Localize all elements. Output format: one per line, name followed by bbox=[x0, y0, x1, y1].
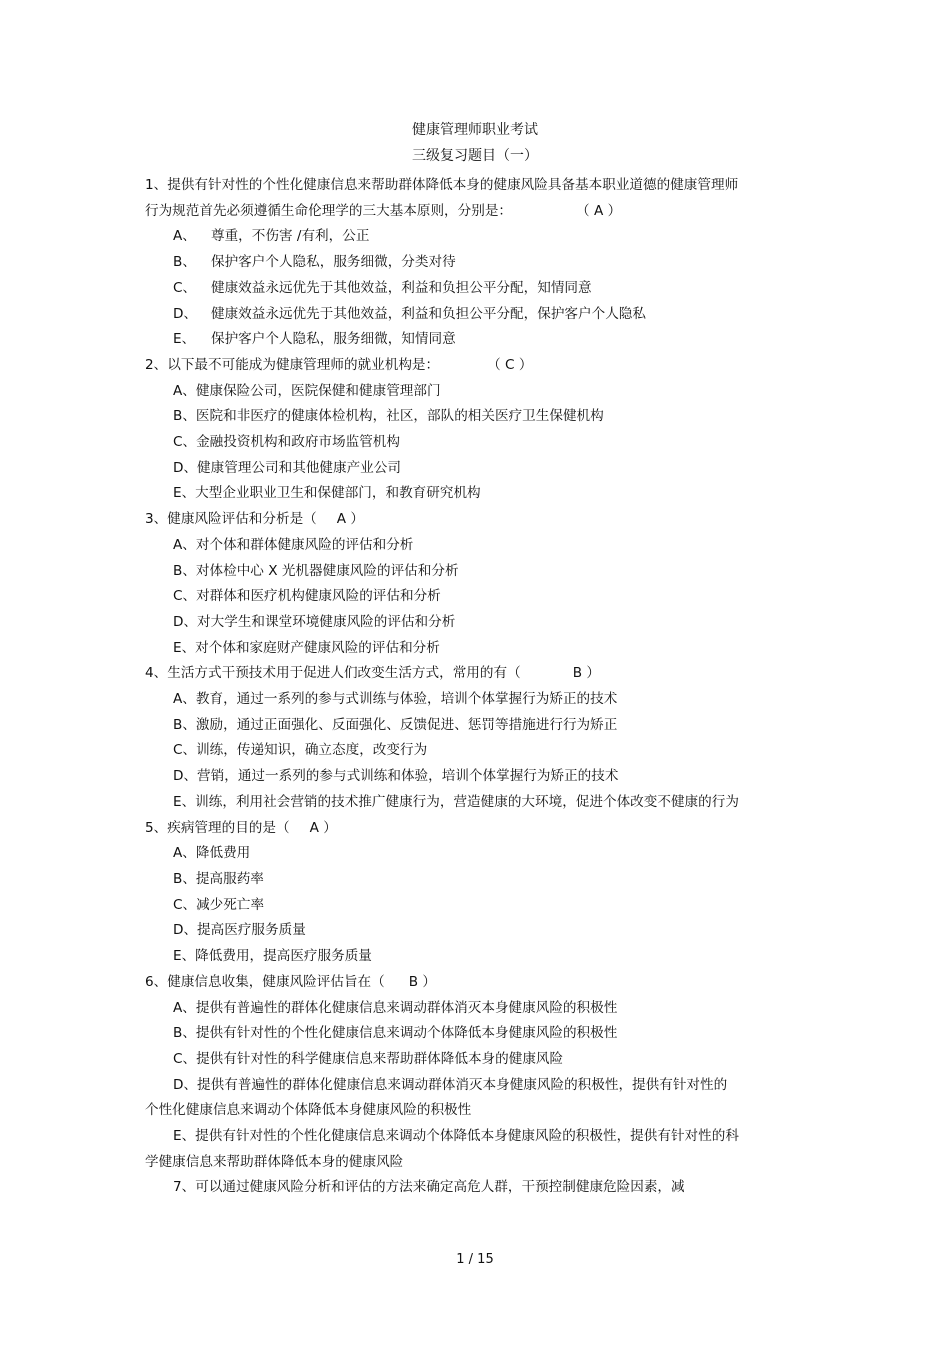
question-stem: 3、健康风险评估和分析是（ bbox=[145, 511, 317, 528]
option-item: D、健康管理公司和其他健康产业公司 bbox=[173, 459, 401, 476]
option-list bbox=[145, 224, 740, 353]
option-item: E、训练，利用社会营销的技术推广健康行为，营造健康的大环境，促进个体改变不健康的行为 bbox=[173, 793, 739, 810]
option-item: A、教育，通过一系列的参与式训练与体验，培训个体掌握行为矫正的技术 bbox=[173, 691, 618, 708]
answer-key: （ A ） bbox=[576, 202, 622, 219]
option-list bbox=[145, 533, 740, 662]
option-item: C、金融投资机构和政府市场监管机构 bbox=[173, 434, 400, 451]
option-text: 健康效益永远优先于其他效益，利益和负担公平分配，知情同意 bbox=[211, 279, 592, 296]
question-stem: 6、健康信息收集，健康风险评估旨在（ bbox=[145, 973, 385, 990]
option-list bbox=[145, 996, 740, 1176]
option-item: D、营销，通过一系列的参与式训练和体验，培训个体掌握行为矫正的技术 bbox=[173, 768, 619, 785]
option-key: B、 bbox=[173, 254, 196, 271]
option-item bbox=[145, 250, 740, 276]
option-item: C、减少死亡率 bbox=[173, 896, 265, 913]
option-item: E、提供有针对性的个性化健康信息来调动个体降低本身健康风险的积极性，提供有针对性的科学健康信息来帮助群体降低本身的健康风险 bbox=[145, 1128, 739, 1170]
option-text: 尊重，不伤害 /有利，公正 bbox=[211, 228, 370, 245]
question-6 bbox=[145, 970, 740, 1176]
question-stem: 5、疾病管理的目的是（ bbox=[145, 819, 290, 836]
question-4 bbox=[145, 661, 740, 815]
question-stem: 4、生活方式干预技术用于促进人们改变生活方式，常用的有（ bbox=[145, 665, 521, 682]
question-7 bbox=[145, 1175, 740, 1201]
answer-key: A ） bbox=[336, 511, 364, 528]
option-item: C、对群体和医疗机构健康风险的评估和分析 bbox=[173, 588, 441, 605]
option-item: B、提高服药率 bbox=[173, 870, 264, 887]
option-item: E、对个体和家庭财产健康风险的评估和分析 bbox=[173, 639, 440, 656]
option-item: A、对个体和群体健康风险的评估和分析 bbox=[173, 536, 414, 553]
option-list bbox=[145, 379, 740, 508]
option-item: D、提供有普遍性的群体化健康信息来调动群体消灭本身健康风险的积极性，提供有针对性的个性化健康信息来调动个体降低本身健康风险的积极性 bbox=[145, 1076, 728, 1119]
option-key: A、 bbox=[173, 228, 196, 245]
answer-key: B ） bbox=[408, 973, 436, 990]
answer-key: （ C ） bbox=[487, 356, 533, 373]
option-item: A、健康保险公司，医院保健和健康管理部门 bbox=[173, 382, 441, 399]
option-item bbox=[145, 224, 740, 250]
option-item: A、降低费用 bbox=[173, 845, 251, 862]
option-key: C、 bbox=[173, 279, 197, 296]
question-list bbox=[145, 173, 740, 1201]
option-item: C、提供有针对性的科学健康信息来帮助群体降低本身的健康风险 bbox=[173, 1050, 564, 1067]
option-item: B、激励，通过正面强化、反面强化、反馈促进、惩罚等措施进行行为矫正 bbox=[173, 716, 618, 733]
option-item: E、降低费用，提高医疗服务质量 bbox=[173, 948, 372, 965]
option-item: E、大型企业职业卫生和保健部门，和教育研究机构 bbox=[173, 485, 481, 502]
page-number: 1 / 15 bbox=[456, 1252, 494, 1267]
option-item: A、提供有普遍性的群体化健康信息来调动群体消灭本身健康风险的积极性 bbox=[173, 999, 618, 1016]
option-item: B、对体检中心 X 光机器健康风险的评估和分析 bbox=[173, 562, 459, 579]
option-text: 保护客户个人隐私，服务细微，分类对待 bbox=[211, 254, 456, 271]
question-1 bbox=[145, 173, 740, 353]
answer-key: A ） bbox=[309, 819, 337, 836]
question-stem: 2、以下最不可能成为健康管理师的就业机构是： bbox=[145, 356, 440, 373]
answer-key: B ） bbox=[572, 665, 600, 682]
question-2 bbox=[145, 353, 740, 507]
option-key: E、 bbox=[173, 331, 196, 348]
option-list bbox=[145, 687, 740, 816]
question-5 bbox=[145, 816, 740, 970]
option-item bbox=[145, 327, 740, 353]
option-text: 健康效益永远优先于其他效益，利益和负担公平分配，保护客户个人隐私 bbox=[211, 305, 646, 322]
question-stem: 7、可以通过健康风险分析和评估的方法来确定高危人群，干预控制健康危险因素，减 bbox=[173, 1179, 685, 1196]
option-item: B、提供有针对性的个性化健康信息来调动个体降低本身健康风险的积极性 bbox=[173, 1025, 618, 1042]
option-text: 保护客户个人隐私，服务细微，知情同意 bbox=[211, 331, 456, 348]
question-3 bbox=[145, 507, 740, 661]
document-title: 健康管理师职业考试 bbox=[412, 122, 538, 138]
option-item bbox=[145, 302, 740, 328]
document-subtitle: 三级复习题目（一） bbox=[412, 148, 538, 164]
option-item: C、训练，传递知识，确立态度，改变行为 bbox=[173, 742, 428, 759]
option-item: D、提高医疗服务质量 bbox=[173, 922, 306, 939]
option-list bbox=[145, 841, 740, 970]
option-item: B、医院和非医疗的健康体检机构，社区，部队的相关医疗卫生保健机构 bbox=[173, 408, 604, 425]
option-item: D、对大学生和课堂环境健康风险的评估和分析 bbox=[173, 613, 456, 630]
option-item bbox=[145, 276, 740, 302]
option-key: D、 bbox=[173, 305, 198, 322]
question-stem: 1、提供有针对性的个性化健康信息来帮助群体降低本身的健康风险具备基本职业道德的健康管理师行为规范首先必须遵循生命伦理学的三大基本原则，分别是： bbox=[145, 177, 739, 219]
